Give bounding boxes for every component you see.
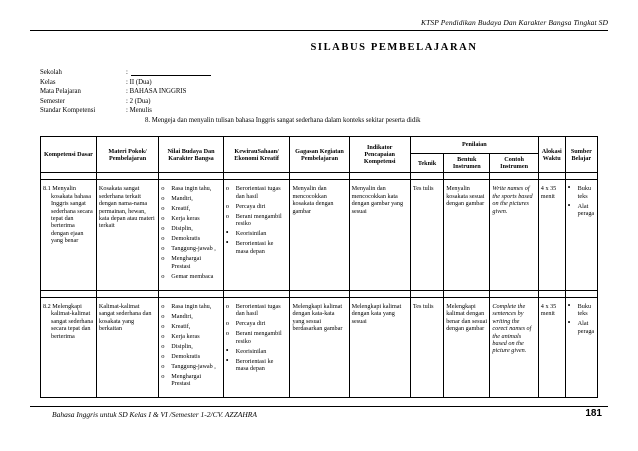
info-label: Sekolah bbox=[40, 69, 62, 76]
cell-contoh: Write names of the sports based on the pictures given. bbox=[490, 180, 538, 291]
list-item: o Kerja keras bbox=[161, 333, 221, 340]
list-item: o Tanggung-jawab , bbox=[161, 245, 221, 252]
list-item: • Buku teks bbox=[568, 185, 595, 200]
kd-text: 8.2 Melengkapi kalimat-kalimat sangat sederhana secara tepat dan berterima bbox=[43, 302, 94, 340]
page-number: 181 bbox=[585, 408, 602, 419]
info-colon: : bbox=[126, 69, 128, 76]
info-label: Kelas bbox=[40, 78, 56, 86]
list-item: o Disiplin, bbox=[161, 225, 221, 232]
list-item: • Buku teks bbox=[568, 303, 595, 318]
list-item: • Berorientasi ke masa depan bbox=[226, 240, 288, 255]
nilai-list bbox=[161, 185, 221, 280]
cell-indikator: Melengkapi kalimat dengan kata yang sesuai bbox=[349, 297, 410, 397]
footer-text: Bahasa Inggris untuk SD Kelas I & VI /Semester 1-2/CV. AZZAHRA bbox=[52, 410, 257, 419]
list-item: o Rasa ingin tahu, bbox=[161, 303, 221, 310]
list-item: o Demokratis bbox=[161, 353, 221, 360]
info-value: : 2 (Dua) bbox=[126, 97, 151, 105]
cell-gagasan: Menyalin dan mencocokkan kosakata dengan gambar bbox=[290, 180, 349, 291]
table-row bbox=[41, 180, 598, 291]
header-teknik: Teknik bbox=[410, 154, 443, 173]
cell-nilai bbox=[159, 297, 224, 397]
info-label: Semester bbox=[40, 97, 65, 105]
info-label: Standar Kompetensi bbox=[40, 107, 96, 115]
list-item: o Berorientasi tugas dan hasil bbox=[226, 185, 288, 200]
cell-indikator: Menyalin dan mencocokkan kata dengan gambar yang sesuai bbox=[349, 180, 410, 291]
list-item: o Disiplin, bbox=[161, 343, 221, 350]
table-row bbox=[41, 297, 598, 397]
list-item: o Demokratis bbox=[161, 235, 221, 242]
list-item: o Gemar membaca bbox=[161, 273, 221, 280]
info-row-mapel bbox=[40, 87, 421, 97]
header-sumber: Sumber Belajar bbox=[565, 137, 597, 173]
cell-bentuk: Menyalin kosakata sesuai dengan gambar bbox=[444, 180, 490, 291]
header-indikator: Indikator Pencapaian Kompetensi bbox=[349, 137, 410, 173]
list-item: o Berorientasi tugas dan hasil bbox=[226, 303, 288, 318]
info-value: : II (Dua) bbox=[126, 78, 152, 86]
info-label: Mata Pelajaran bbox=[40, 88, 81, 96]
info-block bbox=[40, 68, 421, 126]
cell-materi: Kosakata sangat sederhana terkait dengan nama-nama permainan, hewan, kata depan atau materi terkait bbox=[96, 180, 158, 291]
info-row-kelas bbox=[40, 78, 421, 88]
header-bentuk: Bentuk Instrumen bbox=[444, 154, 490, 173]
cell-materi: Kalimat-kalimat sangat sederhana dan kosakata yang berkaitan bbox=[96, 297, 158, 397]
list-item: o Berani mengambil resiko bbox=[226, 213, 288, 228]
cell-sumber bbox=[565, 180, 597, 291]
table-spacer bbox=[41, 173, 598, 180]
footer-divider bbox=[30, 406, 608, 407]
cell-kewirausahaan bbox=[223, 297, 290, 397]
list-item: o Mandiri, bbox=[161, 195, 221, 202]
list-item: o Percaya diri bbox=[226, 320, 288, 327]
cell-kewirausahaan bbox=[223, 180, 290, 291]
cell-contoh: Complete the sentences by writing the corect names of the animals based on the picture given. bbox=[490, 297, 538, 397]
list-item: o Menghargai Prestasi bbox=[161, 373, 221, 388]
kd-text: 8.1 Menyalin kosakata bahasa Inggris sangat sederhana secara tepat dan berterima dengan ejaan yang benar bbox=[43, 185, 93, 245]
header-alokasi: Alokasi Waktu bbox=[538, 137, 565, 173]
header-contoh: Contoh Instrumen bbox=[490, 154, 538, 173]
list-item: o Menghargai Prestasi bbox=[161, 255, 221, 270]
list-item: o Tanggung-jawab , bbox=[161, 363, 221, 370]
list-item: • Berorientasi ke masa depan bbox=[226, 358, 288, 373]
nilai-list bbox=[161, 303, 221, 388]
list-item: o Percaya diri bbox=[226, 203, 288, 210]
list-item: o Rasa ingin tahu, bbox=[161, 185, 221, 192]
cell-sumber bbox=[565, 297, 597, 397]
list-item: o Berani mengambil resiko bbox=[226, 330, 288, 345]
cell-gagasan: Melengkapi kalimat dengan kata-kata yang sesuai berdasarkan gambar bbox=[290, 297, 349, 397]
kewirausahaan-list bbox=[226, 303, 288, 373]
table-spacer bbox=[41, 290, 598, 297]
sumber-list bbox=[568, 303, 595, 335]
header-note: KTSP Pendidikan Budaya Dan Karakter Bangsa Tingkat SD bbox=[420, 18, 608, 27]
info-row-sekolah bbox=[40, 68, 421, 78]
list-item: • Keorisinilan bbox=[226, 348, 288, 355]
info-value: : Menulis bbox=[126, 107, 152, 115]
info-row-standar bbox=[40, 106, 421, 116]
cell-teknik: Tes tulis bbox=[410, 297, 443, 397]
cell-alokasi: 4 x 35 menit bbox=[538, 180, 565, 291]
page-title: SILABUS PEMBELAJARAN bbox=[310, 42, 478, 53]
list-item: o Kreatif, bbox=[161, 205, 221, 212]
sumber-list bbox=[568, 185, 595, 217]
header-nilai: Nilai Budaya Dan Karakter Bangsa bbox=[159, 137, 224, 173]
kewirausahaan-list bbox=[226, 185, 288, 255]
list-item: • Keorisinilan bbox=[226, 230, 288, 237]
info-value: : BAHASA INGGRIS bbox=[126, 88, 187, 96]
list-item: o Kerja keras bbox=[161, 215, 221, 222]
list-item: • Alat peraga bbox=[568, 320, 595, 335]
header-kd: Kompetensi Dasar bbox=[41, 137, 97, 173]
cell-alokasi: 4 x 35 menit bbox=[538, 297, 565, 397]
cell-teknik: Tes tulis bbox=[410, 180, 443, 291]
list-item: • Alat peraga bbox=[568, 203, 595, 218]
list-item: o Kreatif, bbox=[161, 323, 221, 330]
cell-nilai bbox=[159, 180, 224, 291]
syllabus-table bbox=[40, 136, 598, 398]
cell-kd bbox=[41, 180, 97, 291]
info-row-semester bbox=[40, 97, 421, 107]
cell-kd bbox=[41, 297, 97, 397]
cell-bentuk: Melengkapi kalimat dengan benar dan sesuai dengan gambar bbox=[444, 297, 490, 397]
header-divider bbox=[30, 30, 608, 31]
header-materi: Materi Pokok/ Pembelajaran bbox=[96, 137, 158, 173]
header-gagasan: Gagasan Kegiatan Pembelajaran bbox=[290, 137, 349, 173]
list-item: o Mandiri, bbox=[161, 313, 221, 320]
header-kewirausahaan: KewirauSahaan/ Ekonomi Kreatif bbox=[223, 137, 290, 173]
info-standar-detail: 8. Mengeja dan menyalin tulisan bahasa Inggris sangat sederhana dalam konteks sekitar peserta didik bbox=[145, 116, 421, 124]
info-blank-line bbox=[131, 68, 211, 76]
header-penilaian: Penilaian bbox=[410, 137, 538, 154]
